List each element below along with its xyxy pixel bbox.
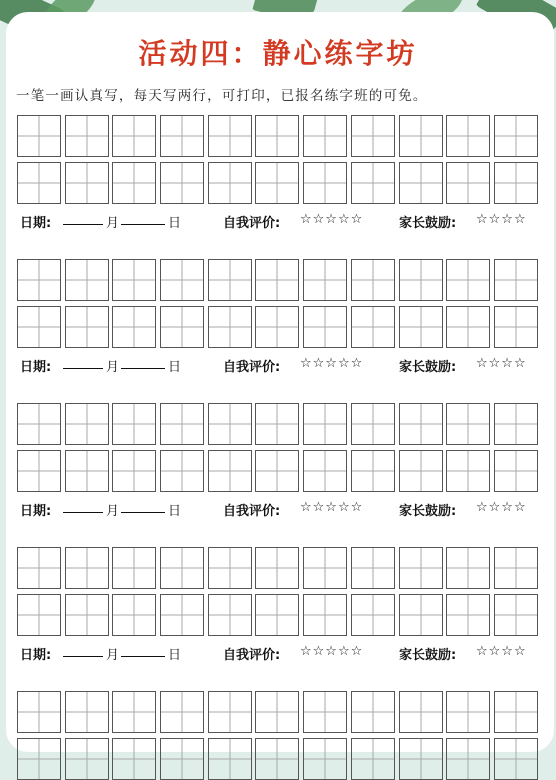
writing-cell xyxy=(17,115,61,157)
block-footer xyxy=(17,500,538,522)
writing-cell xyxy=(208,115,252,157)
writing-cell xyxy=(399,162,443,204)
writing-cell xyxy=(65,691,109,733)
writing-cell xyxy=(112,450,156,492)
writing-cell xyxy=(399,450,443,492)
writing-cell xyxy=(494,259,538,301)
instructions-text: 一笔一画认真写，每天写两行，可打印，已报名练字班的可免。 xyxy=(16,88,428,104)
writing-cell xyxy=(65,403,109,445)
writing-cell xyxy=(17,259,61,301)
writing-cell xyxy=(208,162,252,204)
writing-cell xyxy=(303,403,347,445)
parent-label: 家长鼓励: xyxy=(399,216,457,231)
writing-cell xyxy=(494,594,538,636)
writing-cell xyxy=(303,162,347,204)
writing-cell xyxy=(303,594,347,636)
writing-cell xyxy=(208,306,252,348)
writing-cell xyxy=(112,306,156,348)
writing-cell xyxy=(160,738,204,780)
writing-cell xyxy=(446,738,490,780)
parent-stars[interactable]: ☆☆☆☆ xyxy=(476,644,527,659)
writing-cell xyxy=(208,738,252,780)
writing-cell xyxy=(399,306,443,348)
writing-cell xyxy=(494,450,538,492)
writing-cell xyxy=(255,162,299,204)
writing-cell xyxy=(446,594,490,636)
writing-cell xyxy=(399,403,443,445)
writing-cell xyxy=(255,259,299,301)
day-label: 日 xyxy=(168,216,182,231)
writing-cell xyxy=(494,306,538,348)
writing-cell xyxy=(208,547,252,589)
writing-cell xyxy=(446,450,490,492)
practice-block xyxy=(17,259,538,378)
writing-cell xyxy=(208,259,252,301)
writing-cell xyxy=(303,306,347,348)
writing-cell xyxy=(112,594,156,636)
writing-cell xyxy=(446,259,490,301)
writing-cell xyxy=(494,738,538,780)
practice-block xyxy=(17,403,538,522)
writing-cell xyxy=(112,547,156,589)
date-label: 日期: xyxy=(20,504,52,519)
self-eval-label: 自我评价: xyxy=(223,360,281,375)
writing-cell xyxy=(399,259,443,301)
writing-cell xyxy=(160,259,204,301)
writing-cell xyxy=(303,259,347,301)
writing-cell xyxy=(65,162,109,204)
writing-cell xyxy=(351,594,395,636)
writing-cell xyxy=(65,115,109,157)
month-label: 月 xyxy=(106,648,120,663)
writing-cell xyxy=(17,738,61,780)
self-eval-label: 自我评价: xyxy=(223,648,281,663)
writing-cell xyxy=(399,547,443,589)
writing-cell xyxy=(303,547,347,589)
writing-cell xyxy=(399,115,443,157)
writing-cell xyxy=(446,547,490,589)
writing-cell xyxy=(351,162,395,204)
writing-cell xyxy=(17,403,61,445)
date-label: 日期: xyxy=(20,360,52,375)
writing-cell xyxy=(351,547,395,589)
writing-cell xyxy=(351,306,395,348)
tianzige-grid xyxy=(17,115,538,204)
practice-block xyxy=(17,691,538,780)
writing-cell xyxy=(494,691,538,733)
parent-label: 家长鼓励: xyxy=(399,360,457,375)
self-eval-label: 自我评价: xyxy=(223,504,281,519)
writing-cell xyxy=(160,306,204,348)
writing-cell xyxy=(446,162,490,204)
block-footer xyxy=(17,356,538,378)
self-eval-stars[interactable]: ☆☆☆☆☆ xyxy=(300,500,364,515)
writing-cell xyxy=(112,162,156,204)
day-label: 日 xyxy=(168,360,182,375)
writing-cell xyxy=(112,691,156,733)
writing-cell xyxy=(17,547,61,589)
date-label: 日期: xyxy=(20,216,52,231)
writing-cell xyxy=(160,162,204,204)
writing-cell xyxy=(255,450,299,492)
writing-cell xyxy=(255,738,299,780)
writing-cell xyxy=(351,259,395,301)
writing-cell xyxy=(446,306,490,348)
writing-cell xyxy=(208,594,252,636)
writing-cell xyxy=(351,450,395,492)
writing-cell xyxy=(208,403,252,445)
writing-cell xyxy=(160,115,204,157)
day-label: 日 xyxy=(168,504,182,519)
writing-cell xyxy=(494,115,538,157)
writing-cell xyxy=(112,403,156,445)
writing-cell xyxy=(303,450,347,492)
writing-cell xyxy=(65,738,109,780)
parent-stars[interactable]: ☆☆☆☆ xyxy=(476,500,527,515)
writing-cell xyxy=(446,691,490,733)
parent-stars[interactable]: ☆☆☆☆ xyxy=(476,356,527,371)
writing-cell xyxy=(351,403,395,445)
writing-cell xyxy=(494,162,538,204)
writing-cell xyxy=(17,594,61,636)
writing-cell xyxy=(399,691,443,733)
writing-cell xyxy=(160,450,204,492)
month-label: 月 xyxy=(106,216,120,231)
writing-cell xyxy=(65,547,109,589)
writing-cell xyxy=(351,738,395,780)
writing-cell xyxy=(112,738,156,780)
writing-cell xyxy=(255,594,299,636)
writing-cell xyxy=(446,115,490,157)
writing-cell xyxy=(65,450,109,492)
practice-block xyxy=(17,115,538,234)
writing-cell xyxy=(351,115,395,157)
writing-cell xyxy=(255,115,299,157)
writing-cell xyxy=(399,738,443,780)
writing-cell xyxy=(255,547,299,589)
writing-cell xyxy=(160,547,204,589)
practice-block xyxy=(17,547,538,666)
writing-cell xyxy=(17,306,61,348)
tianzige-grid xyxy=(17,691,538,780)
self-eval-stars[interactable]: ☆☆☆☆☆ xyxy=(300,356,364,371)
tianzige-grid xyxy=(17,547,538,636)
day-label: 日 xyxy=(168,648,182,663)
parent-stars[interactable]: ☆☆☆☆ xyxy=(476,212,527,227)
self-eval-stars[interactable]: ☆☆☆☆☆ xyxy=(300,212,364,227)
writing-cell xyxy=(112,115,156,157)
self-eval-stars[interactable]: ☆☆☆☆☆ xyxy=(300,644,364,659)
month-label: 月 xyxy=(106,360,120,375)
writing-cell xyxy=(112,259,156,301)
writing-cell xyxy=(446,403,490,445)
writing-cell xyxy=(208,691,252,733)
writing-cell xyxy=(255,306,299,348)
month-label: 月 xyxy=(106,504,120,519)
parent-label: 家长鼓励: xyxy=(399,648,457,663)
page-title: 活动四：静心练字坊 xyxy=(138,37,418,70)
self-eval-label: 自我评价: xyxy=(223,216,281,231)
writing-cell xyxy=(255,403,299,445)
tianzige-grid xyxy=(17,403,538,492)
tianzige-grid xyxy=(17,259,538,348)
writing-cell xyxy=(303,738,347,780)
writing-cell xyxy=(160,691,204,733)
writing-cell xyxy=(208,450,252,492)
writing-cell xyxy=(351,691,395,733)
block-footer xyxy=(17,212,538,234)
writing-cell xyxy=(255,691,299,733)
writing-cell xyxy=(399,594,443,636)
writing-cell xyxy=(303,115,347,157)
writing-cell xyxy=(17,691,61,733)
date-label: 日期: xyxy=(20,648,52,663)
writing-cell xyxy=(494,403,538,445)
writing-cell xyxy=(17,450,61,492)
writing-cell xyxy=(17,162,61,204)
parent-label: 家长鼓励: xyxy=(399,504,457,519)
writing-cell xyxy=(65,594,109,636)
block-footer xyxy=(17,644,538,666)
writing-cell xyxy=(160,403,204,445)
writing-cell xyxy=(494,547,538,589)
writing-cell xyxy=(160,594,204,636)
writing-cell xyxy=(65,259,109,301)
writing-cell xyxy=(65,306,109,348)
writing-cell xyxy=(303,691,347,733)
